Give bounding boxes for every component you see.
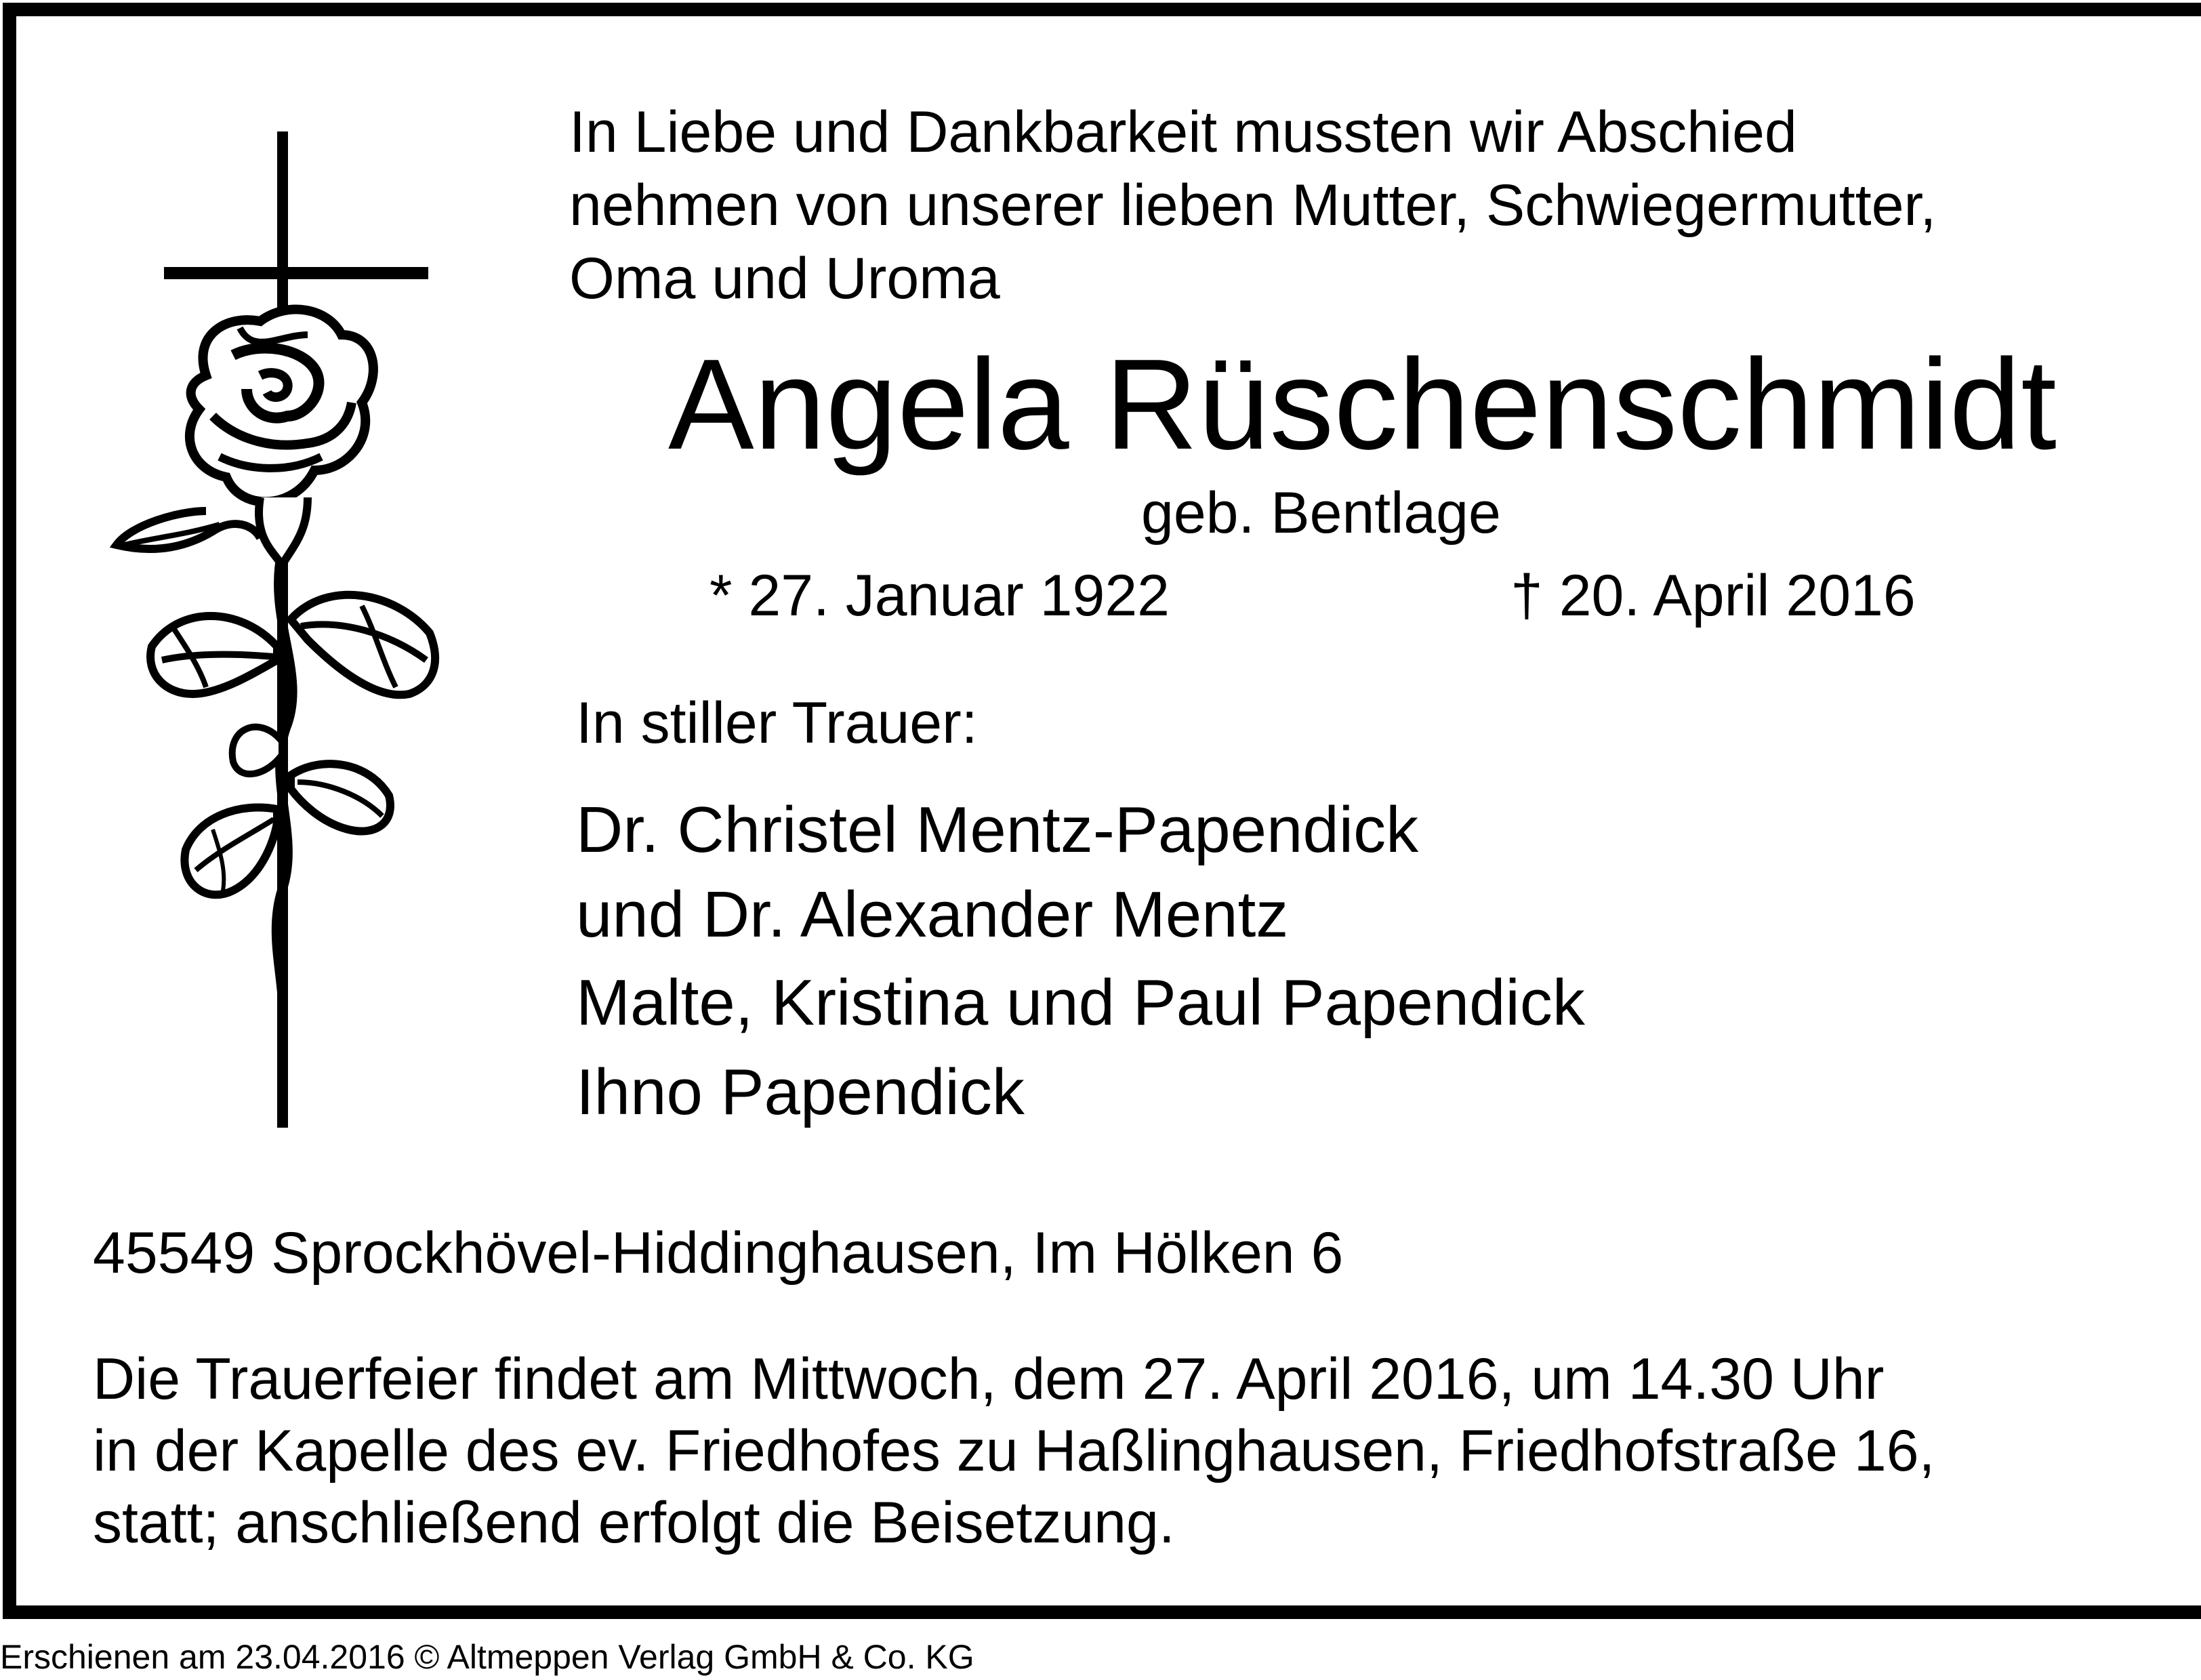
- intro-text: In Liebe und Dankbarkeit mussten wir Abschied nehmen von unserer lieben Mutter, Schwiegermutter, Oma und Uroma: [569, 100, 1937, 311]
- maiden-name: geb. Bentlage: [1141, 480, 1501, 546]
- mourner-line: Malte, Kristina und Paul Papendick: [576, 966, 1585, 1039]
- deceased-name: Angela Rüschenschmidt: [668, 333, 2057, 476]
- mourner-line: Dr. Christel Mentz-Papendick: [576, 794, 1419, 866]
- obituary-notice: [3, 3, 2201, 1619]
- publication-footer: Erschienen am 23.04.2016 © Altmeppen Verlag GmbH & Co. KG: [0, 1638, 974, 1676]
- mourner-line: Ihno Papendick: [576, 1056, 1025, 1128]
- funeral-service-text: Die Trauerfeier findet am Mittwoch, dem 27. April 2016, um 14.30 Uhr in der Kapelle des ev. Friedhofes zu Haßlinghausen, Friedhofstraße 16, statt; anschließend erfolgt die Beisetzung.: [93, 1347, 1935, 1555]
- mourners-heading: In stiller Trauer:: [576, 691, 978, 756]
- birth-date: * 27. Januar 1922: [709, 563, 1170, 628]
- mourner-line: und Dr. Alexander Mentz: [576, 878, 1289, 951]
- address: 45549 Sprockhövel-Hiddinghausen, Im Hölken 6: [93, 1221, 1344, 1286]
- death-date: † 20. April 2016: [1510, 563, 1916, 628]
- cross-with-rose-icon: [104, 131, 457, 1134]
